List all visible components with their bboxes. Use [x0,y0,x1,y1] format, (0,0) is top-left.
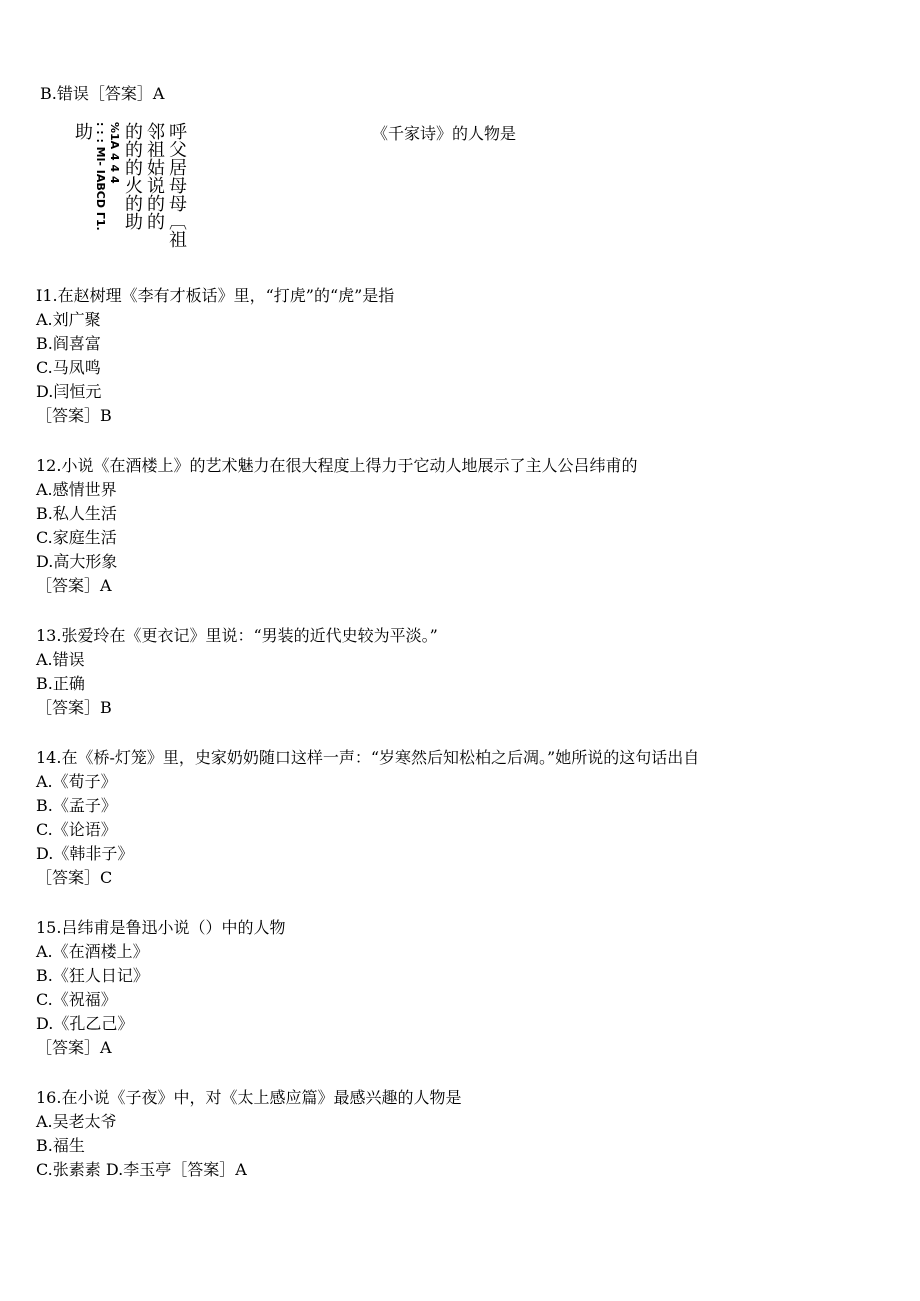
question-text: I1.在赵树理《李有才板话》里，“打虎”的“虎”是指 [36,286,395,305]
option: C.《论语》 [36,820,117,839]
answer: ［答案］A [36,576,112,595]
option: D.《韩非子》 [36,844,134,863]
option: D.《孔乙己》 [36,1014,134,1033]
answer: ［答案］A [36,1038,112,1057]
garbled-column: 助 [72,122,93,140]
question-text: 15.吕纬甫是鲁迅小说（）中的人物 [36,918,286,937]
garbled-column: 呼父居母母〔祖 [166,122,187,248]
option: B.《孟子》 [36,796,117,815]
option: C.张素素 D.李玉亭［答案］A [36,1160,247,1179]
option: B.福生 [36,1136,85,1155]
option: A.错误 [36,650,85,669]
option: B.正确 [36,674,85,693]
garbled-ocr-block [72,122,187,262]
option: B.私人生活 [36,504,117,523]
answer: ［答案］B [36,406,112,425]
question-text: 14.在《桥-灯笼》里，史家奶奶随口这样一声：“岁寒然后知松柏之后凋。”她所说的这句话出自 [36,748,700,767]
question-text: 16.在小说《子夜》中，对《太上感应篇》最感兴趣的人物是 [36,1088,462,1107]
option: A.刘广聚 [36,310,101,329]
question-text: 13.张爱玲在《更衣记》里说：“男装的近代史较为平淡。” [36,626,438,645]
option: B.阎喜富 [36,334,101,353]
option: A.吴老太爷 [36,1112,117,1131]
answer: ［答案］B [36,698,112,717]
option: B.《狂人日记》 [36,966,149,985]
garbled-column: 邻祖姑说的的 [144,122,165,230]
option: D.高大形象 [36,552,118,571]
garbled-column: %1A 4 4 4 [108,122,121,184]
previous-question-tail: B.错误［答案］A [40,84,165,103]
option: A.《在酒楼上》 [36,942,149,961]
option: C.马凤鸣 [36,358,101,377]
question-text: 12.小说《在酒楼上》的艺术魅力在很大程度上得力于它动人地展示了主人公吕纬甫的 [36,456,638,475]
option: A.《荀子》 [36,772,117,791]
garbled-question-text: 《千家诗》的人物是 [372,124,517,143]
garbled-column: : : : Ml- IABCD Г1. [94,122,107,231]
option: D.闫恒元 [36,382,102,401]
option: C.家庭生活 [36,528,117,547]
option: A.感情世界 [36,480,117,499]
garbled-column: 的的的火的助 [122,122,143,230]
option: C.《祝福》 [36,990,117,1009]
answer: ［答案］C [36,868,113,887]
